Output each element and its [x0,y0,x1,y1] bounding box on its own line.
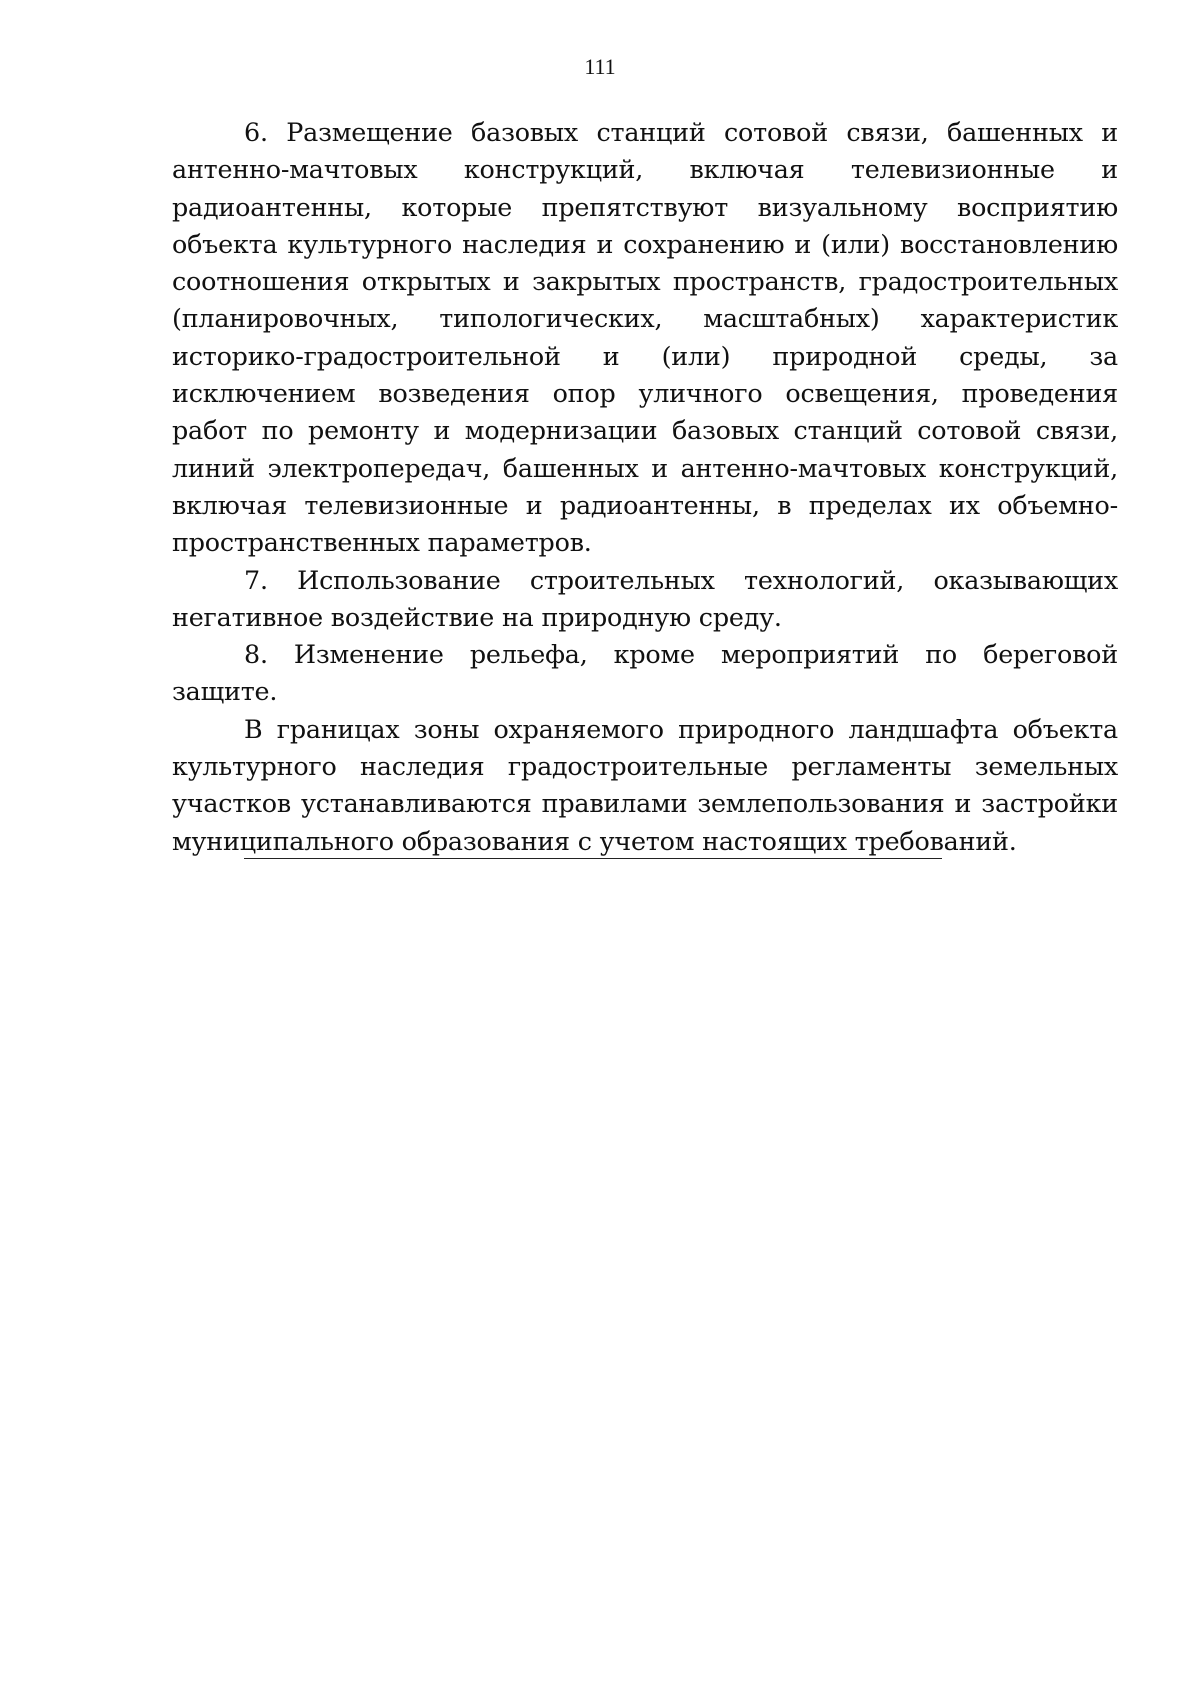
page-number: 111 [584,54,616,79]
end-separator-line [244,858,942,859]
paragraph-item-7: 7. Использование строительных технологий, оказывающих негативное воздействие на природную среду. [172,564,1118,632]
paragraph-item-6: 6. Размещение базовых станций сотовой связи, башенных и антенно-мачтовых конструкций, включая телевизионные и радиоантенны, которые препятствуют визуальному восприятию объекта культурного наследия и сохранению и (или) восстановлению соотношения открытых и закрытых пространств, градостроительных (планировочных, типологических, масштабных) характеристик историко-градостроительной и (или) природной среды, за исключением возведения опор уличного освещения, проведения работ по ремонту и модернизации базовых станций сотовой связи, линий электропередач, башенных и антенно-мачтовых конструкций, включая телевизионные и радиоантенны, в пределах их объемно- пространственных параметров. [172,117,1118,558]
paragraph-landscape-zone: В границах зоны охраняемого природного ландшафта объекта культурного наследия градостроительные регламенты земельных участков устанавливаются правилами землепользования и застройки муниципального образования с учетом настоящих требований. [172,713,1118,856]
paragraph-item-8: 8. Изменение рельефа, кроме мероприятий по береговой защите. [172,639,1118,707]
body-text [172,114,1118,860]
